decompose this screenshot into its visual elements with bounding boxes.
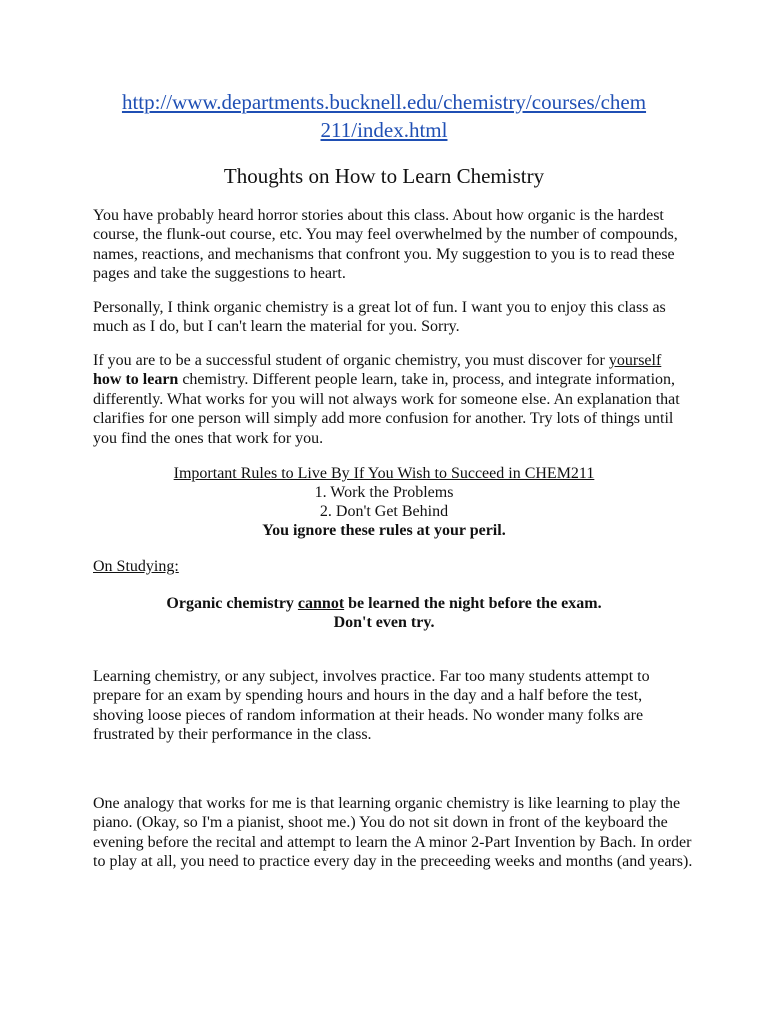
url-line-1[interactable]: http://www.departments.bucknell.edu/chemistry/courses/chem xyxy=(121,90,647,114)
rule-item-1: 1. Work the Problems xyxy=(314,484,454,501)
studying-emphasis-part1: Organic chemistry xyxy=(166,595,298,612)
cannot-emphasis: cannot xyxy=(297,595,345,612)
studying-emphasis-part2: be learned the night before the exam. xyxy=(344,595,602,612)
rules-heading: Important Rules to Live By If You Wish to Succeed in CHEM211 xyxy=(173,465,595,482)
rule-item-2: 2. Don't Get Behind xyxy=(319,503,449,520)
course-url-link[interactable] xyxy=(60,88,708,144)
practice-paragraph: Learning chemistry, or any subject, involves practice. Far too many students attempt to prepare for an exam by spending hours and hours in the day and a half before the test, shoving loose pieces of random information at their heads. No wonder many folks are frustrated by their performance in the class. xyxy=(93,668,650,744)
discover-text-part1: If you are to be a successful student of organic chemistry, you must discover for xyxy=(93,352,609,369)
yourself-emphasis: yourself xyxy=(608,352,662,369)
page-title: Thoughts on How to Learn Chemistry xyxy=(223,164,545,188)
discover-paragraph xyxy=(93,351,693,448)
url-line-2[interactable]: 211/index.html xyxy=(320,118,448,142)
intro-paragraph-2: Personally, I think organic chemistry is a great lot of fun. I want you to enjoy this class as much as I do, but I can't learn the material for you. Sorry. xyxy=(93,299,666,336)
studying-emphasis-line2: Don't even try. xyxy=(333,614,435,631)
studying-heading: On Studying: xyxy=(93,558,179,575)
rules-block xyxy=(60,464,708,540)
discover-text-part2: chemistry. Different people learn, take in, process, and integrate information, differently. What works for you will not always work for someone else. An explanation that clarifies for one person will simply add more confusion for another. Try lots of things until you find the ones that work for you. xyxy=(93,371,680,447)
rules-warning: You ignore these rules at your peril. xyxy=(262,522,506,539)
piano-analogy-paragraph: One analogy that works for me is that learning organic chemistry is like learning to play the piano. (Okay, so I'm a pianist, shoot me.) You do not sit down in front of the keyboard the evening before the recital and attempt to learn the A minor 2-Part Invention by Bach. In order to play at all, you need to practice every day in the preceeding weeks and months (and years). xyxy=(93,795,693,871)
studying-emphasis xyxy=(60,594,708,632)
intro-paragraph-1: You have probably heard horror stories about this class. About how organic is the hardest course, the flunk-out course, etc. You may feel overwhelmed by the number of compounds, names, reactions, and mechanisms that confront you. My suggestion to you is to read these pages and take the suggestions to heart. xyxy=(93,207,678,283)
how-to-learn-emphasis: how to learn xyxy=(93,371,179,389)
